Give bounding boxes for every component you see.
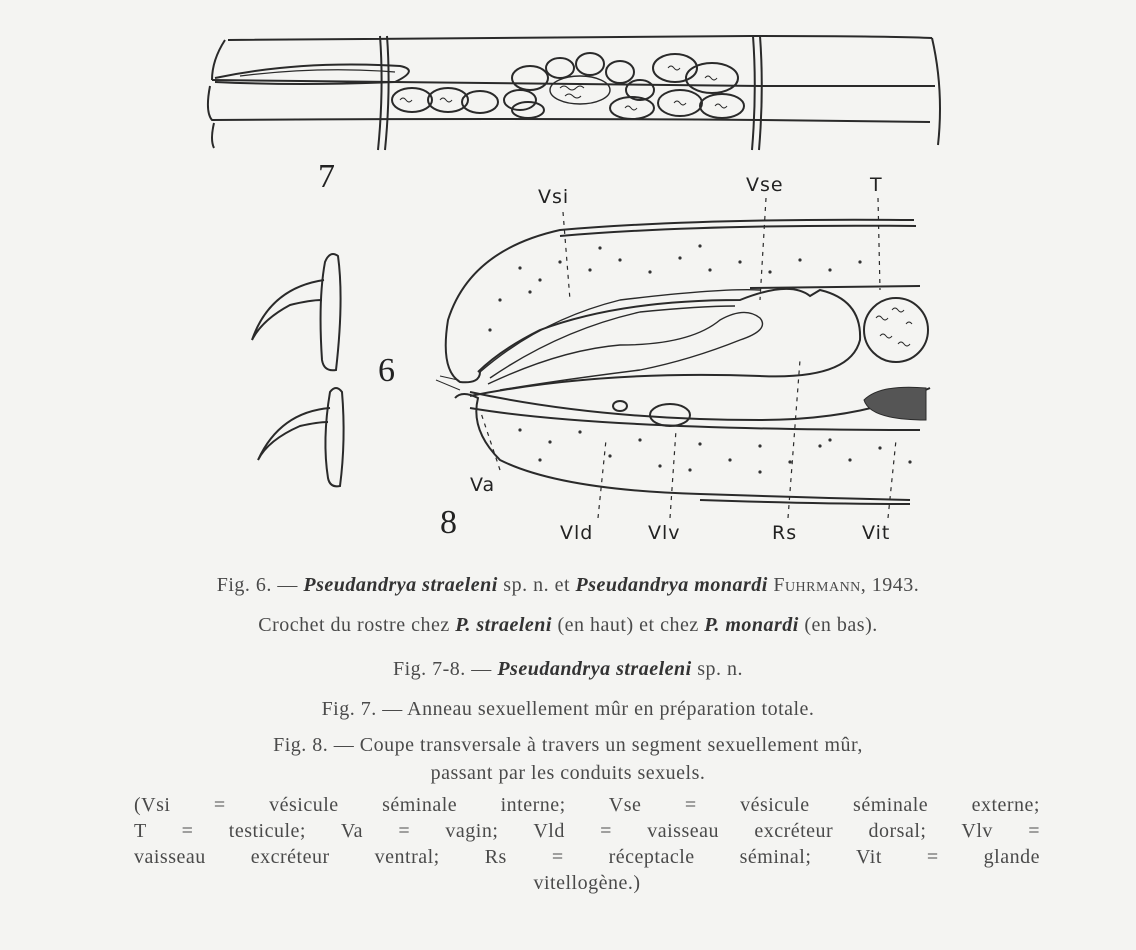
label-vse: Vse: [746, 174, 784, 196]
fig6-number: 6: [378, 352, 395, 389]
label-t: T: [870, 174, 883, 196]
label-vld: Vld: [560, 522, 594, 544]
label-vsi: Vsi: [538, 186, 570, 208]
caption-fig8-line2: passant par les conduits sexuels.: [430, 762, 706, 784]
legend-line-4: vitellogène.): [533, 872, 641, 894]
label-rs: Rs: [772, 522, 798, 544]
caption-fig6-line1: Fig. 6. — Pseudandrya straeleni sp. n. et Pseudandrya monardi Fuhrmann, 1943.: [216, 574, 920, 596]
caption-fig6-line2: Crochet du rostre chez P. straeleni (en haut) et chez P. monardi (en bas).: [258, 614, 878, 636]
label-vlv: Vlv: [648, 522, 681, 544]
caption-fig78: Fig. 7-8. — Pseudandrya straeleni sp. n.: [392, 658, 744, 680]
caption-fig7: Fig. 7. — Anneau sexuellement mûr en préparation totale.: [321, 698, 815, 720]
label-va: Va: [470, 474, 496, 496]
fig6-hooks-drawing: [252, 254, 344, 486]
fig7-segment-drawing: [208, 36, 940, 150]
fig7-number: 7: [318, 158, 335, 195]
figure-legend: [134, 792, 1040, 896]
fig8-section-drawing: [436, 198, 930, 518]
fig8-number: 8: [440, 504, 457, 541]
legend-line-3: vaisseau excréteur ventral; Rs = réceptacle séminal; Vit = glande: [134, 846, 1040, 868]
label-vit: Vit: [862, 522, 891, 544]
caption-fig8-line1: Fig. 8. — Coupe transversale à travers un segment sexuellement mûr,: [273, 734, 863, 756]
legend-line-2: T = testicule; Va = vagin; Vld = vaisseau excréteur dorsal; Vlv =: [134, 820, 1040, 842]
legend-line-1: (Vsi = vésicule séminale interne; Vse = vésicule séminale externe;: [134, 794, 1040, 816]
